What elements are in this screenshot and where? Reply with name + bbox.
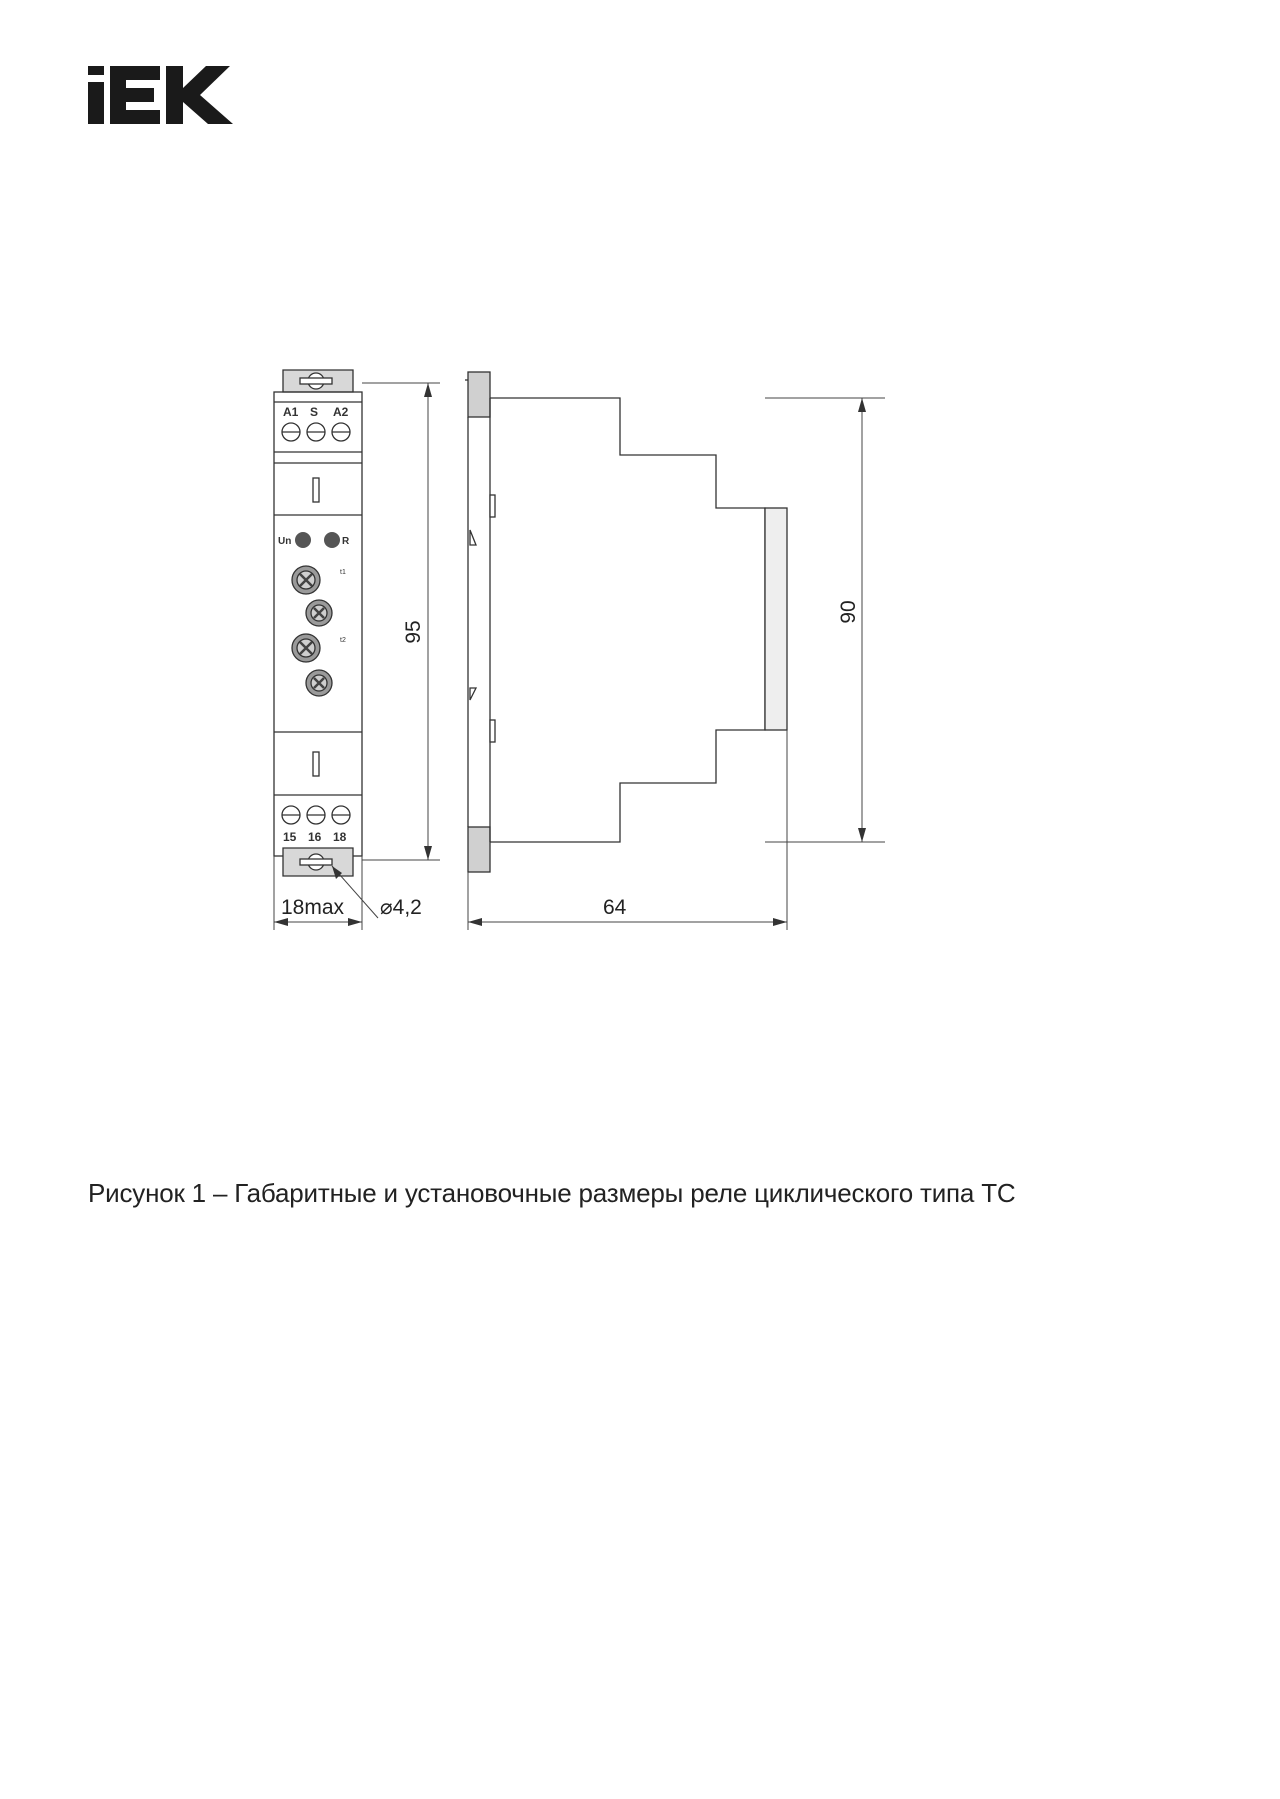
terminal-label-s: S [310,405,319,419]
timer-knob-t1-range [292,566,320,594]
timer-knob-t2-percent [306,670,332,696]
terminal-label-18: 18 [333,830,347,844]
terminal-label-a1: A1 [283,405,299,419]
timer-knob-t2-range [292,634,320,662]
side-view [465,372,787,872]
dimension-width-18max: 18max [281,896,345,919]
led-label-r: R [342,536,350,547]
dimension-height-90: 90 [837,600,860,624]
led-label-un: Un [278,536,292,547]
figure-caption: Рисунок 1 – Габаритные и установочные размеры реле циклического типа TC [88,1178,1016,1208]
dimension-hole-diameter: ⌀4,2 [380,896,422,919]
terminal-label-a2: A2 [333,405,349,419]
timer-knob-t1-percent [306,600,332,626]
terminal-label-15: 15 [283,830,297,844]
timer-label-t1: t1 [340,569,346,576]
front-view [274,370,362,876]
terminal-label-16: 16 [308,830,322,844]
dimension-height-95: 95 [402,620,425,644]
dimension-depth-64: 64 [603,896,627,919]
timer-label-t2: t2 [340,637,346,644]
